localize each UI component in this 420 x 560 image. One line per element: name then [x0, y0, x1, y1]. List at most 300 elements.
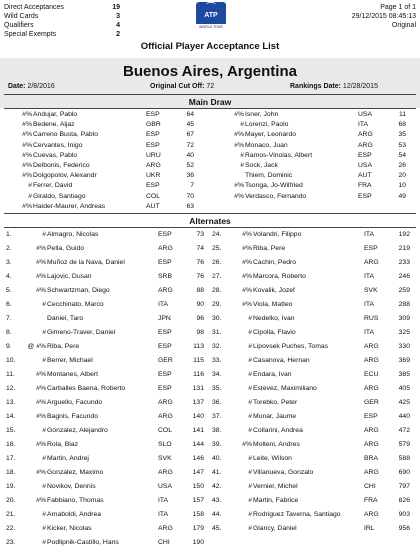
alternate-row: [212, 440, 418, 450]
status-mark: #%: [242, 231, 252, 238]
status-mark: #: [42, 539, 46, 546]
country-code: ARG: [364, 511, 379, 518]
alternate-number: 27.: [212, 273, 222, 280]
alternate-number: 38.: [212, 427, 222, 434]
status-mark: #%: [234, 141, 244, 149]
alternate-number: 4.: [6, 273, 12, 280]
country-code: GER: [158, 357, 173, 364]
country-code: GBR: [146, 121, 161, 129]
country-code: COL: [146, 192, 160, 200]
country-code: ARG: [364, 343, 379, 350]
player-row: [222, 161, 412, 171]
alternate-row: [212, 230, 418, 240]
alternate-row: [212, 482, 418, 492]
country-code: ITA: [358, 121, 369, 129]
alternate-row: [212, 524, 418, 534]
stat-value: 4: [116, 22, 120, 29]
player-rank: 956: [398, 525, 410, 532]
alternate-row: [6, 496, 212, 506]
country-code: AUT: [146, 202, 160, 210]
player-rank: 54: [398, 151, 406, 159]
country-code: ECU: [364, 371, 379, 378]
alternate-number: 29.: [212, 301, 222, 308]
country-code: ESP: [158, 343, 172, 350]
alternate-number: 2.: [6, 245, 12, 252]
status-mark: #%: [234, 192, 244, 200]
player-rank: 219: [398, 245, 410, 252]
player-row: [10, 110, 200, 120]
atp-logo: [196, 2, 226, 24]
status-mark: #%: [22, 131, 32, 139]
player-name: Montanes, Albert: [47, 371, 99, 378]
alternate-row: [212, 468, 418, 478]
status-mark: #%: [36, 245, 46, 252]
country-code: GER: [364, 399, 379, 406]
alternate-number: 21.: [6, 511, 16, 518]
player-name: Carreno Busta, Pablo: [33, 131, 98, 139]
country-code: USA: [358, 162, 372, 169]
player-row: [222, 192, 412, 202]
status-mark: #%: [36, 497, 46, 504]
player-name: Giraldo, Santiago: [33, 192, 86, 200]
status-mark: #%: [234, 131, 244, 139]
country-code: ARG: [158, 525, 173, 532]
player-name: Cachin, Pedro: [253, 259, 297, 266]
alternate-number: 41.: [212, 469, 222, 476]
player-row: [222, 171, 412, 181]
player-name: Bagnis, Facundo: [47, 413, 99, 420]
player-rank: 10: [398, 182, 406, 190]
player-name: Villanueva, Gonzalo: [253, 469, 314, 476]
player-name: Nedelko, Ivan: [253, 315, 295, 322]
player-row: [10, 151, 200, 161]
status-mark: #%: [242, 273, 252, 280]
player-rank: 797: [398, 483, 410, 490]
alternate-number: 15.: [6, 427, 16, 434]
player-rank: 74: [196, 245, 204, 252]
player-name: Bedene, Aljaz: [33, 121, 75, 129]
player-rank: 690: [398, 469, 410, 476]
player-name: Marcora, Roberto: [253, 273, 306, 280]
alternate-row: [6, 258, 212, 268]
player-name: Tsonga, Jo-Wilfried: [245, 182, 303, 190]
country-code: ARG: [364, 357, 379, 364]
player-rank: 190: [192, 539, 204, 546]
stat-label: Direct Acceptances: [4, 4, 64, 11]
country-code: ARG: [358, 131, 373, 139]
country-code: ESP: [146, 141, 160, 149]
status-mark: #: [248, 525, 252, 532]
stat-label: Qualifiers: [4, 22, 34, 29]
player-rank: 90: [196, 301, 204, 308]
player-rank: 70: [186, 192, 194, 200]
alternate-row: [6, 230, 212, 240]
player-name: Cipolla, Flavio: [253, 329, 296, 336]
country-code: IRL: [364, 525, 375, 532]
player-rank: 826: [398, 497, 410, 504]
alternates-title: Alternates: [189, 216, 231, 226]
status-mark: #%: [234, 111, 244, 118]
alternate-number: 28.: [212, 287, 222, 294]
stat-label: Wild Cards: [4, 13, 39, 20]
status-mark: #: [42, 525, 46, 532]
player-name: Sock, Jack: [245, 162, 278, 169]
player-row: [10, 192, 200, 202]
country-code: ARG: [364, 469, 379, 476]
player-name: Lipovsek Puches, Tomas: [253, 343, 329, 350]
player-name: Lorenzi, Paolo: [245, 121, 289, 129]
status-mark: #: [248, 469, 252, 476]
player-rank: 579: [398, 441, 410, 448]
status-mark: #: [248, 497, 252, 504]
alternate-row: [212, 342, 418, 352]
alternate-row: [6, 440, 212, 450]
country-code: ESP: [146, 131, 160, 139]
country-code: CHI: [158, 539, 170, 546]
country-code: ITA: [364, 231, 375, 238]
country-code: ARG: [358, 141, 373, 149]
player-rank: 72: [186, 141, 194, 149]
player-name: Schwartzman, Diego: [47, 287, 110, 294]
country-code: ARG: [158, 469, 173, 476]
alternate-number: 14.: [6, 413, 16, 420]
page-number: Page 1 of 1: [380, 4, 416, 11]
player-name: Mayer, Leonardo: [245, 131, 297, 139]
player-name: Gonzalez, Maximo: [47, 469, 104, 476]
country-code: USA: [158, 483, 172, 490]
stat-value: 19: [112, 4, 120, 11]
alternate-row: [6, 300, 212, 310]
player-name: Endara, Ivan: [253, 371, 292, 378]
player-name: Martin, Andrej: [47, 455, 89, 462]
status-mark: #: [248, 371, 252, 378]
country-code: USA: [358, 111, 372, 118]
document-status: Original: [391, 22, 416, 29]
player-rank: 26: [398, 162, 406, 169]
player-name: Glancy, Daniel: [253, 525, 297, 532]
stat-label: Special Exempts: [4, 31, 57, 38]
country-code: AUT: [358, 172, 372, 180]
status-mark: #: [248, 385, 252, 392]
status-mark: #%: [36, 469, 46, 476]
divider: [4, 94, 416, 95]
alternate-row: [212, 426, 418, 436]
alternate-number: 22.: [6, 525, 16, 532]
player-name: Riba, Pere: [47, 343, 80, 350]
country-code: ARG: [158, 245, 173, 252]
player-name: Lajovic, Dusan: [47, 273, 92, 280]
country-code: UKR: [146, 172, 161, 180]
status-mark: #%: [242, 441, 252, 448]
player-rank: 20: [398, 172, 406, 180]
player-name: Riba, Pere: [253, 245, 286, 252]
status-mark: #: [240, 121, 244, 129]
player-name: Rola, Blaz: [47, 441, 78, 448]
player-rank: 150: [192, 483, 204, 490]
status-mark: #%: [22, 202, 32, 210]
alternate-number: 23.: [6, 539, 16, 546]
player-name: Kovalik, Jozef: [253, 287, 295, 294]
stat-value: 3: [116, 13, 120, 20]
player-name: Novikov, Dennis: [47, 483, 96, 490]
player-rank: 385: [398, 371, 410, 378]
player-name: Cuevas, Pablo: [33, 151, 78, 159]
player-row: [10, 202, 200, 212]
country-code: ARG: [158, 399, 173, 406]
alternate-number: 16.: [6, 441, 16, 448]
rankings-label: Rankings Date:: [290, 83, 341, 90]
player-rank: 147: [192, 469, 204, 476]
country-code: URU: [146, 151, 161, 159]
status-mark: #: [248, 399, 252, 406]
status-mark: #: [248, 343, 252, 350]
player-name: Collarini, Andrea: [253, 427, 303, 434]
status-mark: #%: [36, 399, 46, 406]
status-mark: #%: [242, 245, 252, 252]
country-code: ITA: [158, 511, 169, 518]
alternate-number: 44.: [212, 511, 222, 518]
status-mark: #: [248, 483, 252, 490]
alternate-row: [212, 300, 418, 310]
player-name: Munar, Jaume: [253, 413, 297, 420]
player-name: Almagro, Nicolas: [47, 231, 99, 238]
alternate-number: 43.: [212, 497, 222, 504]
player-rank: 179: [192, 525, 204, 532]
country-code: ESP: [158, 231, 172, 238]
player-name: Fabbiano, Thomas: [47, 497, 104, 504]
country-code: JPN: [158, 315, 171, 322]
player-row: [222, 120, 412, 130]
alternate-number: 20.: [6, 497, 16, 504]
status-mark: #%: [36, 287, 46, 294]
divider: [4, 213, 416, 214]
player-row: [10, 171, 200, 181]
player-rank: 53: [398, 141, 406, 149]
player-rank: 472: [398, 427, 410, 434]
status-mark: @ #%: [27, 343, 46, 350]
document-title: Official Player Acceptance List: [140, 41, 280, 52]
country-code: ESP: [364, 245, 378, 252]
status-mark: #: [248, 315, 252, 322]
player-name: Daniel, Taro: [47, 315, 84, 322]
player-rank: 157: [192, 497, 204, 504]
alternate-number: 11.: [6, 371, 15, 378]
player-rank: 137: [192, 399, 204, 406]
status-mark: #: [248, 427, 252, 434]
cutoff-label: Original Cut Off:: [150, 83, 205, 90]
player-rank: 425: [398, 399, 410, 406]
player-rank: 369: [398, 357, 410, 364]
player-name: Leite, Wilson: [253, 455, 292, 462]
page-info: [352, 3, 416, 30]
country-code: ARG: [146, 162, 161, 169]
alternate-row: [212, 286, 418, 296]
country-code: ITA: [158, 497, 169, 504]
alternate-row: [6, 384, 212, 394]
country-code: ITA: [158, 301, 169, 308]
country-code: SVK: [364, 287, 378, 294]
alternate-number: 32.: [212, 343, 222, 350]
country-code: FRA: [364, 497, 378, 504]
country-code: ITA: [364, 329, 375, 336]
rankings-value: 12/28/2015: [342, 83, 378, 90]
divider: [4, 227, 416, 228]
status-mark: #%: [36, 385, 46, 392]
alternate-row: [6, 412, 212, 422]
player-rank: 45: [186, 121, 194, 129]
alternate-row: [212, 384, 418, 394]
player-name: Verdasco, Fernando: [245, 192, 307, 200]
status-mark: #%: [22, 111, 32, 118]
alternate-number: 26.: [212, 259, 222, 266]
player-name: Cecchinato, Marco: [47, 301, 104, 308]
alternate-number: 37.: [212, 413, 222, 420]
alternate-number: 8.: [6, 329, 12, 336]
country-code: SRB: [158, 273, 172, 280]
country-code: ESP: [146, 111, 160, 118]
country-code: ESP: [146, 182, 160, 190]
status-mark: #%: [22, 141, 32, 149]
player-name: Gonzalez, Alejandro: [47, 427, 108, 434]
status-mark: #: [248, 413, 252, 420]
status-mark: #: [240, 151, 244, 159]
country-code: ARG: [364, 441, 379, 448]
player-name: Cervantes, Inigo: [33, 141, 83, 149]
alternate-number: 17.: [6, 455, 16, 462]
player-name: Haider-Maurer, Andreas: [33, 202, 106, 210]
player-rank: 64: [186, 111, 194, 118]
status-mark: #%: [36, 259, 46, 266]
player-rank: 288: [398, 301, 410, 308]
divider: [4, 108, 416, 109]
alternate-row: [212, 496, 418, 506]
player-rank: 36: [186, 172, 194, 180]
country-code: SLO: [158, 441, 172, 448]
alternate-row: [6, 426, 212, 436]
alternate-row: [6, 328, 212, 338]
date-label: Date:: [8, 83, 26, 90]
player-name: Andujar, Pablo: [33, 111, 78, 118]
player-name: Torebko, Peter: [253, 399, 298, 406]
player-row: [10, 120, 200, 130]
status-mark: #%: [36, 413, 46, 420]
player-rank: 405: [398, 385, 410, 392]
player-name: Vernier, Michel: [253, 483, 298, 490]
alternate-row: [212, 244, 418, 254]
alternate-number: 25.: [212, 245, 222, 252]
alternate-row: [6, 244, 212, 254]
alternate-row: [6, 482, 212, 492]
alternate-row: [212, 454, 418, 464]
alternate-number: 9.: [6, 343, 12, 350]
timestamp: 29/12/2015 08:45:13: [351, 13, 416, 20]
country-code: ESP: [158, 385, 172, 392]
player-rank: 259: [398, 287, 410, 294]
alternate-number: 30.: [212, 315, 222, 322]
status-mark: #: [248, 329, 252, 336]
alternate-number: 1.: [6, 231, 12, 238]
player-rank: 146: [192, 455, 204, 462]
alternate-number: 10.: [6, 357, 16, 364]
status-mark: #: [42, 427, 46, 434]
status-mark: #: [42, 301, 46, 308]
player-name: Isner, John: [245, 111, 279, 118]
country-code: ESP: [364, 413, 378, 420]
alternate-row: [6, 538, 212, 548]
alternate-number: 34.: [212, 371, 222, 378]
status-mark: #%: [22, 151, 32, 159]
cutoff-value: 72: [206, 83, 215, 90]
player-rank: 144: [192, 441, 204, 448]
player-rank: 40: [186, 151, 194, 159]
player-rank: 233: [398, 259, 410, 266]
player-row: [10, 130, 200, 140]
player-rank: 7: [190, 182, 194, 190]
alternate-number: 12.: [6, 385, 16, 392]
country-code: SVK: [158, 455, 172, 462]
status-mark: #: [28, 192, 32, 200]
player-rank: 88: [196, 287, 204, 294]
player-rank: 246: [398, 273, 410, 280]
player-name: Estevez, Maximiliano: [253, 385, 317, 392]
status-mark: #: [248, 357, 252, 364]
alternate-number: 6.: [6, 301, 12, 308]
alternate-number: 31.: [212, 329, 222, 336]
player-rank: 35: [398, 131, 406, 139]
alternate-row: [212, 398, 418, 408]
country-code: ARG: [364, 385, 379, 392]
status-mark: #%: [22, 121, 32, 129]
country-code: ESP: [358, 151, 372, 159]
player-name: Dolgopolov, Alexandr: [33, 172, 97, 180]
document-header: [0, 0, 420, 52]
country-code: BRA: [364, 455, 378, 462]
player-rank: 68: [398, 121, 406, 129]
player-name: Viola, Matteo: [253, 301, 293, 308]
country-code: ARG: [364, 259, 379, 266]
player-rank: 131: [192, 385, 204, 392]
country-code: ESP: [158, 371, 172, 378]
status-mark: #: [248, 511, 252, 518]
alternate-row: [6, 272, 212, 282]
player-name: Podlipnik-Castillo, Hans: [47, 539, 119, 546]
player-name: Muñoz de la Nava, Daniel: [47, 259, 125, 266]
alternate-number: 5.: [6, 287, 12, 294]
rankings-date: [290, 83, 378, 90]
alternate-row: [212, 272, 418, 282]
player-rank: 330: [398, 343, 410, 350]
player-name: Gimeno-Traver, Daniel: [47, 329, 116, 336]
player-name: Pella, Guido: [47, 245, 85, 252]
status-mark: #: [240, 162, 244, 169]
status-mark: #: [42, 455, 46, 462]
player-rank: 192: [398, 231, 410, 238]
alternate-number: 24.: [212, 231, 222, 238]
event-name: Buenos Aires, Argentina: [123, 63, 297, 80]
player-row: [222, 141, 412, 151]
stat-row: [4, 12, 124, 21]
main-draw-title: Main Draw: [188, 97, 232, 107]
player-row: [10, 181, 200, 191]
alternate-row: [6, 524, 212, 534]
country-code: ARG: [158, 287, 173, 294]
player-row: [222, 151, 412, 161]
country-code: ESP: [358, 192, 372, 200]
player-rank: 49: [398, 192, 406, 200]
player-rank: 98: [196, 329, 204, 336]
player-rank: 76: [196, 273, 204, 280]
alternate-row: [6, 510, 212, 520]
